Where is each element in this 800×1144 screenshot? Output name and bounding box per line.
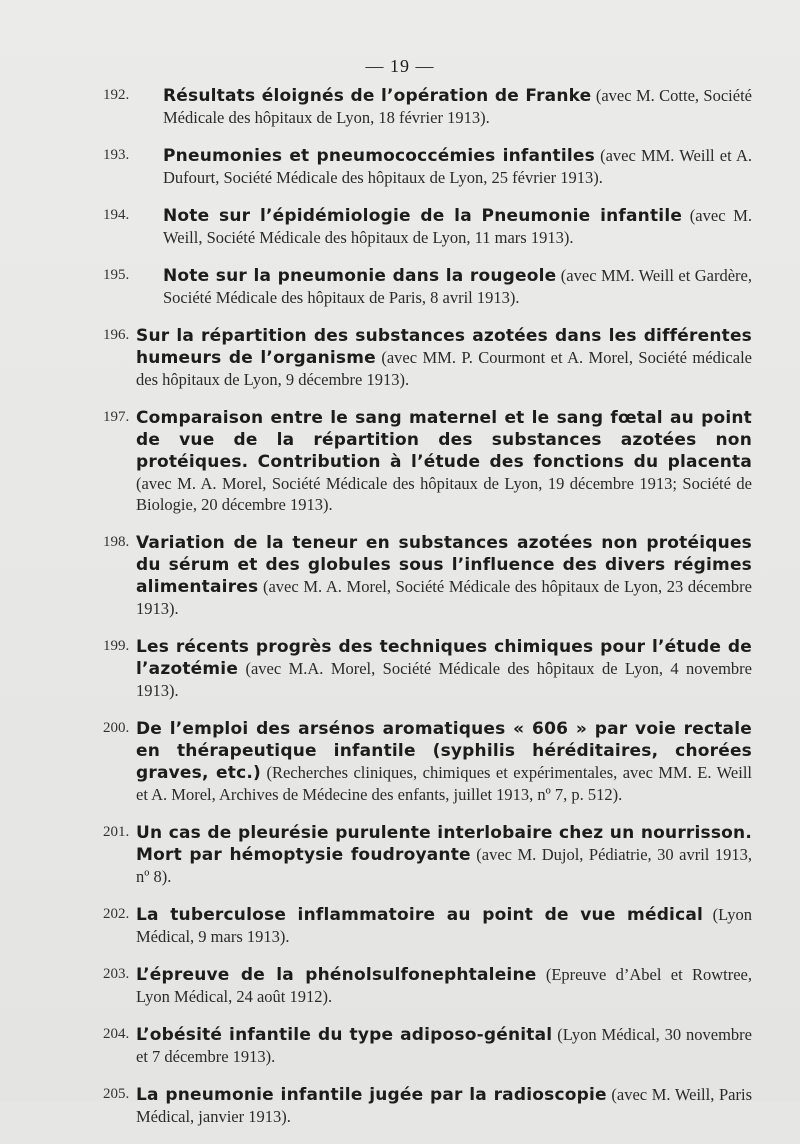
entry-number: 196.: [103, 327, 130, 343]
list-item: [0, 636, 800, 701]
list-item: [0, 822, 800, 887]
entry-number: 199.: [103, 638, 130, 654]
entry-details: (avec M.A. Morel, Société Médicale des hôpitaux de Lyon, 4 novembre 1913).: [136, 659, 752, 700]
entry-number: 192.: [103, 87, 130, 103]
list-item: [0, 145, 800, 188]
entry-number: 193.: [103, 147, 130, 163]
list-item: [0, 265, 800, 308]
entry-number: 201.: [103, 824, 130, 840]
entry-title: Sur la répartition des substances azotées dans les différentes humeurs de l’organisme: [136, 326, 752, 368]
entry-title: Résultats éloignés de l’opération de Franke: [163, 86, 592, 106]
entry-number: 200.: [103, 720, 130, 736]
list-item: [0, 532, 800, 619]
list-item: [0, 85, 800, 128]
entry-details: (avec M. A. Morel, Société Médicale des hôpitaux de Lyon, 19 décembre 1913; Société de Biologie, 20 décembre 1913).: [136, 474, 752, 514]
entry-details: (avec M. Dujol, Pédiatrie, 30 avril 1913, nº 8).: [136, 845, 752, 886]
entry-number: 198.: [103, 534, 130, 550]
list-item: [0, 964, 800, 1007]
entry-title: Un cas de pleurésie purulente interlobaire chez un nourrisson. Mort par hémoptysie foudroyante: [136, 823, 752, 865]
entry-details: (avec MM. P. Courmont et A. Morel, Société médicale des hôpitaux de Lyon, 9 décembre 1913).: [136, 348, 752, 389]
entry-details: (Lyon Médical, 9 mars 1913).: [136, 905, 753, 946]
entry-title: Pneumonies et pneumococcémies infantiles: [163, 146, 595, 166]
entry-title: La pneumonie infantile jugée par la radioscopie: [136, 1085, 607, 1105]
entry-details: (avec M. Weill, Société Médicale des hôpitaux de Lyon, 11 mars 1913).: [163, 206, 753, 247]
entry-details: (Recherches cliniques, chimiques et expérimentales, avec MM. E. Weill et A. Morel, Archives de Médecine des enfants, juillet 1913, nº 7, p. 512).: [136, 763, 752, 804]
list-item: [0, 1024, 800, 1067]
entry-number: 195.: [103, 267, 130, 283]
entry-details: (Epreuve d’Abel et Rowtree, Lyon Médical, 24 août 1912).: [136, 965, 752, 1006]
entry-title: Note sur l’épidémiologie de la Pneumonie infantile: [163, 206, 683, 226]
entry-number: 203.: [103, 966, 130, 982]
entry-number: 205.: [103, 1086, 130, 1102]
entry-details: (Lyon Médical, 30 novembre et 7 décembre 1913).: [136, 1025, 753, 1066]
entry-number: 204.: [103, 1026, 130, 1042]
entry-details: (avec M. Weill, Paris Médical, janvier 1913).: [136, 1085, 752, 1126]
entry-number: 202.: [103, 906, 130, 922]
list-item: [0, 718, 800, 805]
entry-details: (avec M. A. Morel, Société Médicale des hôpitaux de Lyon, 23 décembre 1913).: [136, 577, 752, 618]
entry-title: L’épreuve de la phénolsulfonephtaleine: [136, 965, 537, 985]
bibliography-list: [0, 85, 800, 1144]
entry-title: Comparaison entre le sang maternel et le sang fœtal au point de vue de la répartition des substances azotées non protéiques. Contribution à l’étude des fonctions du placenta: [136, 408, 752, 472]
entry-title: De l’emploi des arsénos aromatiques « 606 » par voie rectale en thérapeutique infantile (syphilis héréditaires, chorées graves, etc.): [136, 719, 752, 783]
entry-number: 197.: [103, 409, 130, 425]
entry-number: 194.: [103, 207, 130, 223]
list-item: [0, 205, 800, 248]
list-item: [0, 325, 800, 390]
list-item: [0, 904, 800, 947]
entry-details: (avec M. Cotte, Société Médicale des hôpitaux de Lyon, 18 février 1913).: [163, 86, 752, 127]
entry-title: Note sur la pneumonie dans la rougeole: [163, 266, 557, 286]
page-number: — 19 —: [365, 56, 435, 76]
entry-details: (avec MM. Weill et Gardère, Société Médicale des hôpitaux de Paris, 8 avril 1913).: [163, 266, 752, 307]
entry-details: (avec MM. Weill et A. Dufourt, Société Médicale des hôpitaux de Lyon, 25 février 1913).: [163, 146, 752, 187]
entry-title: Les récents progrès des techniques chimiques pour l’étude de l’azotémie: [136, 637, 752, 679]
list-item: [0, 1084, 800, 1127]
entry-title: L’obésité infantile du type adiposo-génital: [136, 1025, 553, 1045]
entry-title: Variation de la teneur en substances azotées non protéiques du sérum et des globules sous l’influence des divers régimes alimentaires: [136, 533, 752, 597]
entry-title: La tuberculose inflammatoire au point de vue médical: [136, 905, 704, 925]
list-item: [0, 407, 800, 515]
